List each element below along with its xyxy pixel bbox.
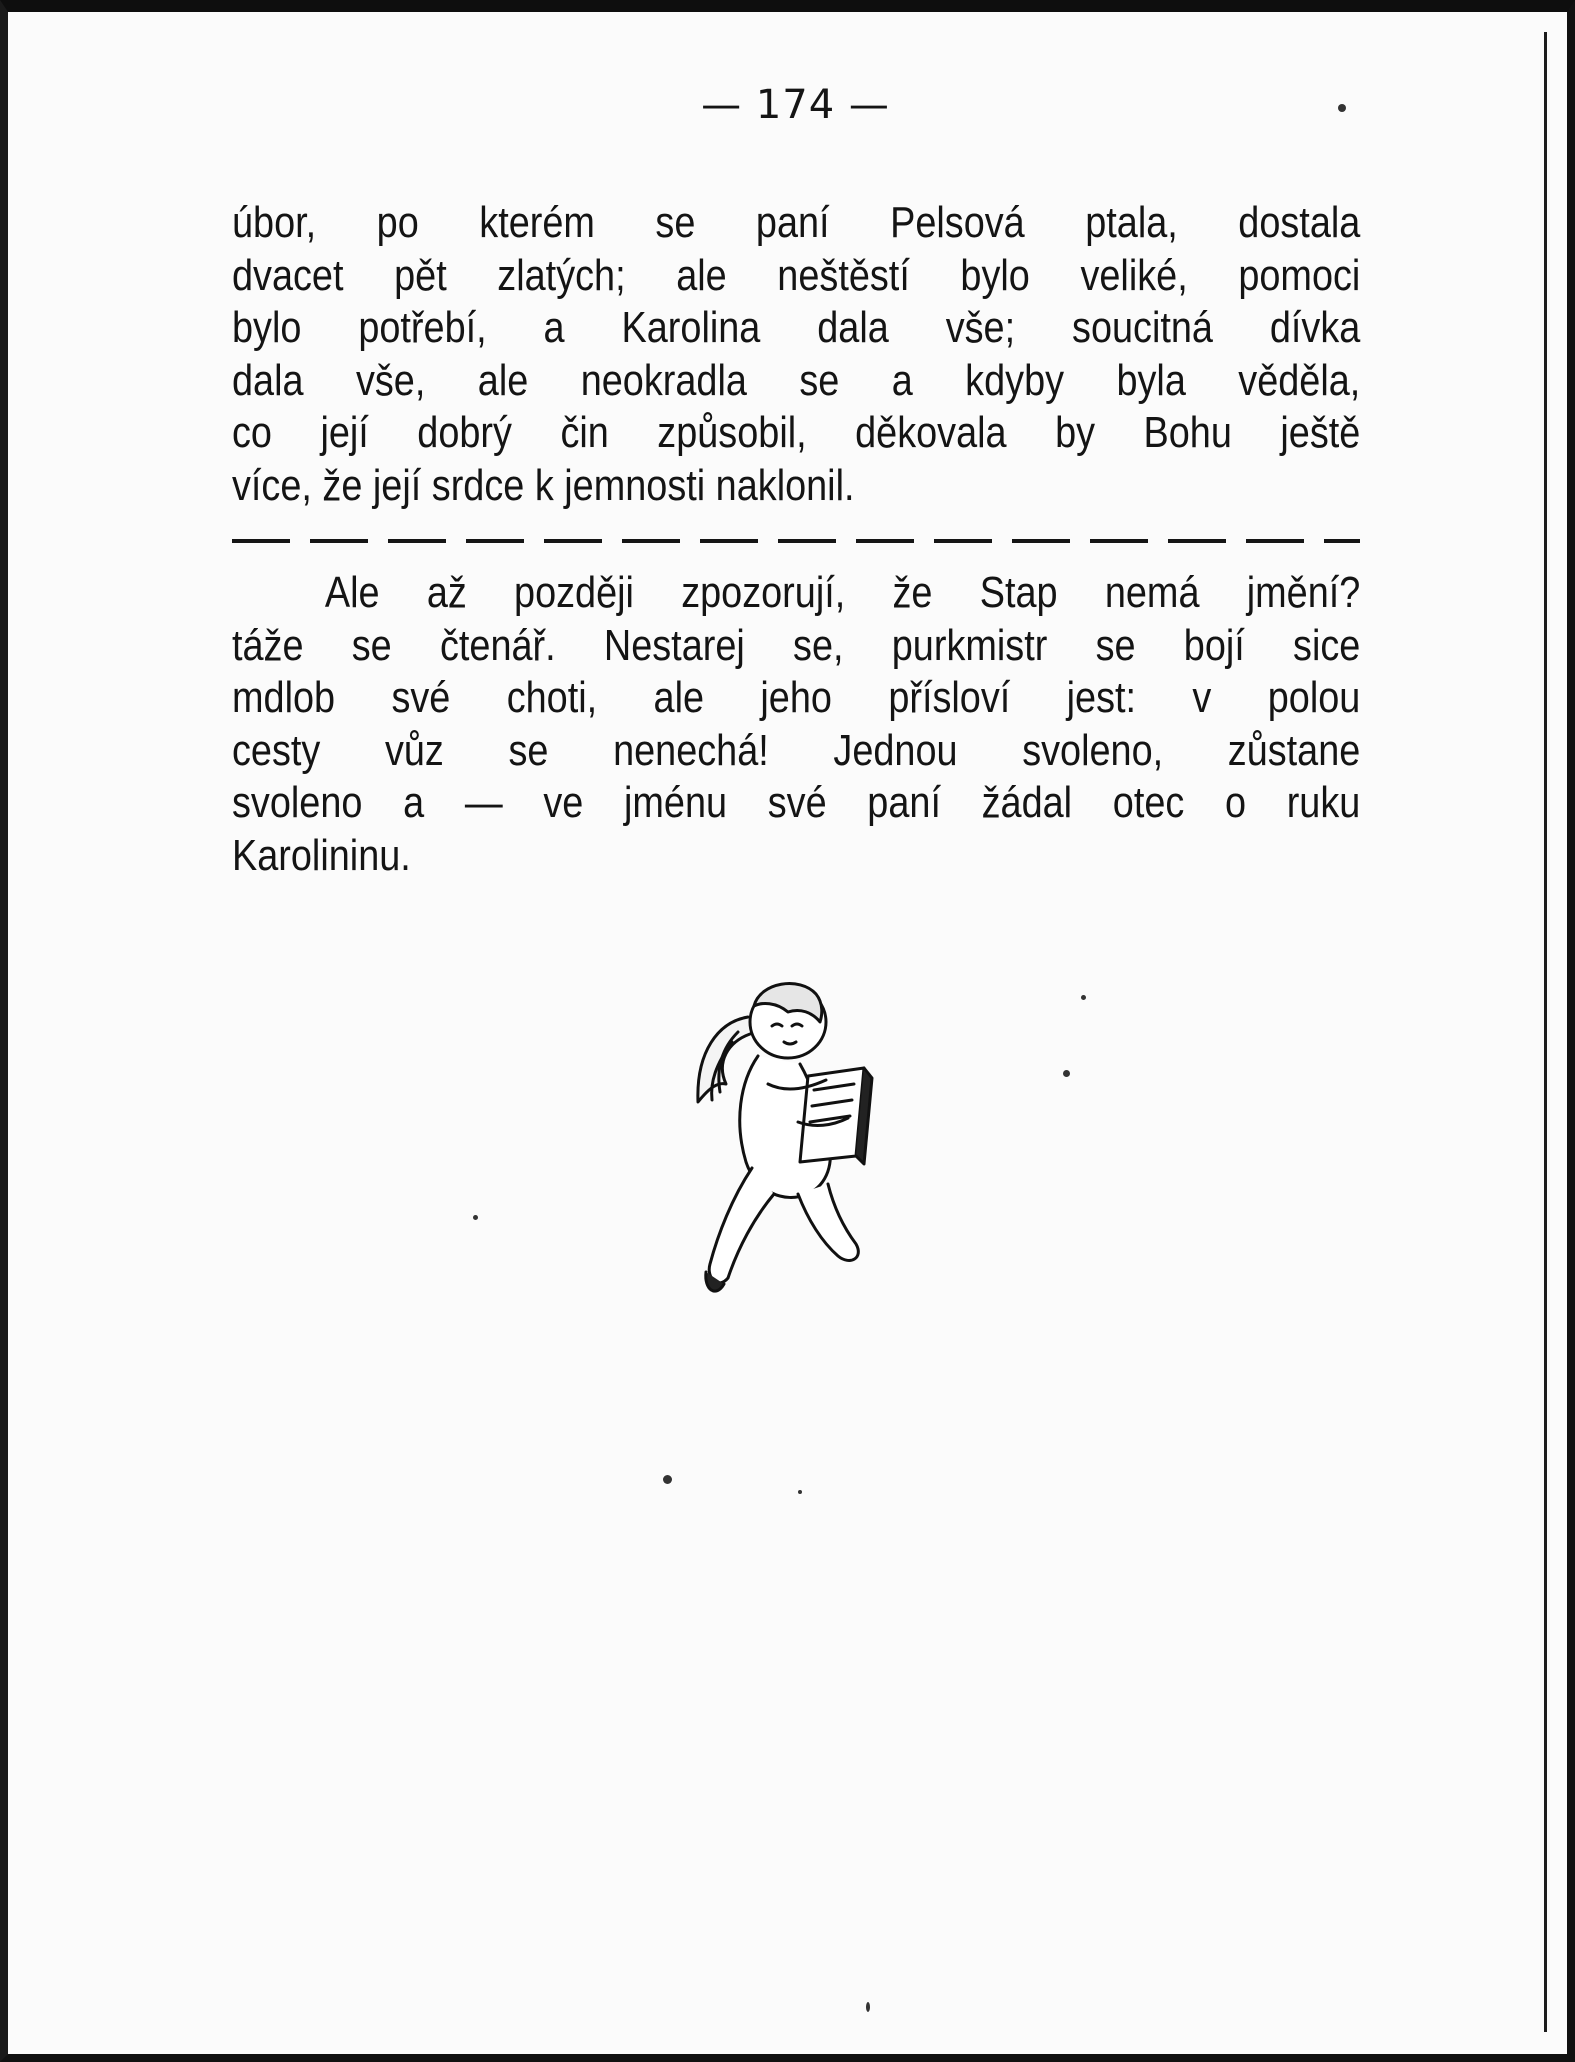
scan-speck — [1063, 1070, 1070, 1077]
scan-speck — [1338, 104, 1346, 112]
scan-speck — [473, 1215, 478, 1220]
paragraph-1 — [232, 197, 1361, 512]
text-line: Karolininu. — [232, 830, 411, 880]
text-line: svoleno a — ve jménu své paní žádal otec o ruku — [232, 778, 1361, 827]
text-line: Ale až později zpozorují, že Stap nemá jmění? — [324, 568, 1361, 617]
text-line: dala vše, ale neokradla se a kdyby byla věděla, — [232, 355, 1361, 405]
text-line: táže se čtenář. Nestarej se, purkmistr se bojí sice — [232, 620, 1361, 670]
page-number: — 174 — — [701, 82, 890, 128]
text-line: více, že její srdce k jemnosti naklonil. — [232, 460, 855, 510]
scan-speck — [1081, 995, 1086, 1000]
scan-speck — [663, 1475, 672, 1484]
dashed-separator — [232, 539, 1360, 543]
text-line: bylo potřebí, a Karolina dala vše; soucitná dívka — [232, 303, 1361, 352]
page-edge-rule — [1544, 32, 1547, 2032]
text-line: mdlob své choti, ale jeho přísloví jest: v polou — [232, 673, 1361, 722]
scan-speck — [866, 2002, 870, 2012]
paragraph-2 — [232, 567, 1361, 882]
cherub-with-book-icon — [688, 972, 888, 1322]
text-line: cesty vůz se nenechá! Jednou svoleno, zůstane — [232, 725, 1361, 775]
scan-speck — [798, 1490, 802, 1494]
text-line: co její dobrý čin způsobil, děkovala by Bohu ještě — [232, 408, 1361, 457]
text-line: dvacet pět zlatých; ale neštěstí bylo veliké, pomoci — [232, 250, 1361, 300]
text-line: úbor, po kterém se paní Pelsová ptala, dostala — [232, 198, 1361, 247]
